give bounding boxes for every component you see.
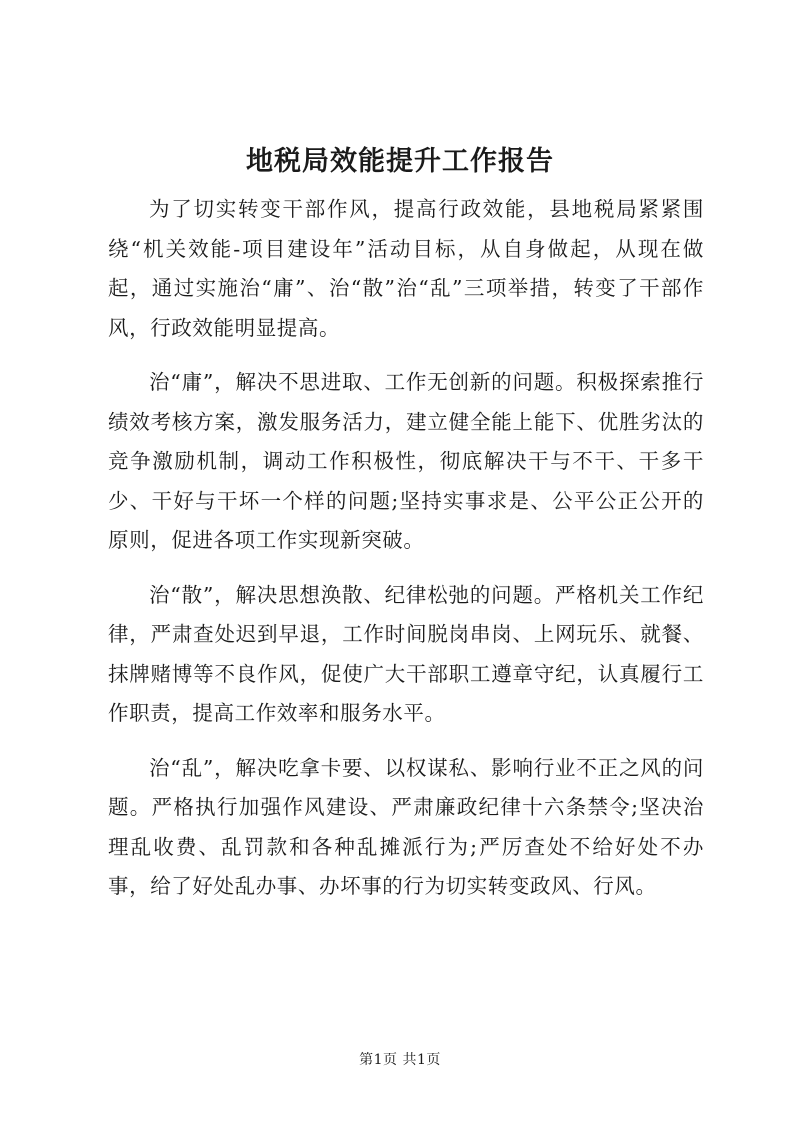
paragraph-zhi-san: 治“散”，解决思想涣散、纪律松弛的问题。严格机关工作纪律，严肃查处迟到早退，工作时间脱岗串岗、上网玩乐、就餐、抹牌赌博等不良作风，促使广大干部职工遵章守纪，认真履行工作职责，提高工作效率和服务水平。	[108, 582, 704, 725]
paragraph-zhi-luan: 治“乱”，解决吃拿卡要、以权谋私、影响行业不正之风的问题。严格执行加强作风建设、严肃廉政纪律十六条禁令;坚决治理乱收费、乱罚款和各种乱摊派行为;严厉查处不给好处不办事，给了好处乱办事、办坏事的行为切实转变政风、行风。	[108, 755, 704, 898]
page-number-footer: 第1页 共1页	[359, 1052, 441, 1068]
document-body	[108, 190, 704, 922]
paragraph-intro: 为了切实转变干部作风，提高行政效能，县地税局紧紧围绕“机关效能-项目建设年”活动目标，从自身做起，从现在做起，通过实施治“庸”、治“散”治“乱”三项举措，转变了干部作风，行政效能明显提高。	[108, 197, 704, 340]
paragraph-zhi-yong: 治“庸”，解决不思进取、工作无创新的问题。积极探索推行绩效考核方案，激发服务活力，建立健全能上能下、优胜劣汰的竞争激励机制，调动工作积极性，彻底解决干与不干、干多干少、干好与干坏一个样的问题;坚持实事求是、公平公正公开的原则，促进各项工作实现新突破。	[108, 370, 704, 552]
document-title: 地税局效能提升工作报告	[246, 146, 554, 177]
